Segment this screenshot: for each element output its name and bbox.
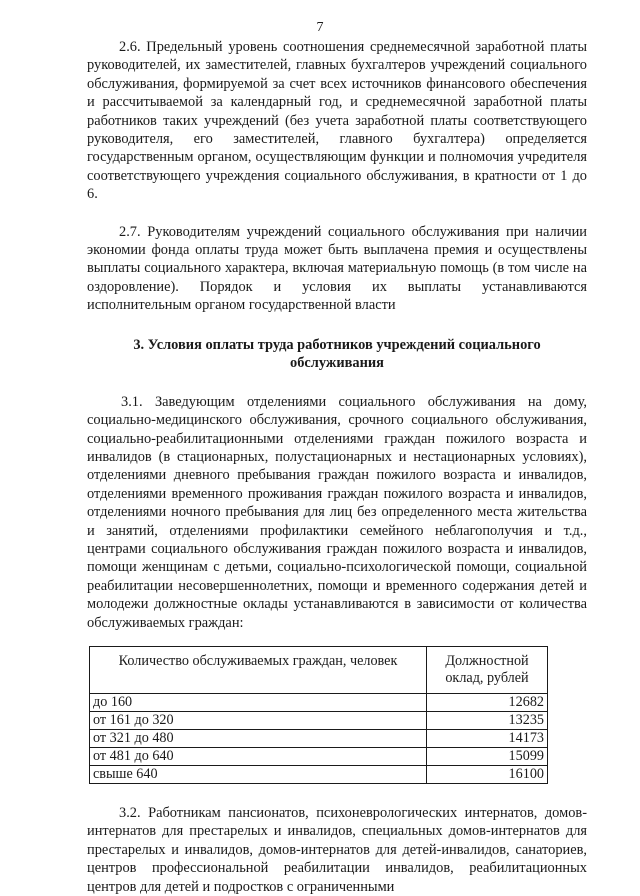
row-salary: 16100 xyxy=(427,765,548,783)
paragraph-3-2: 3.2. Работникам пансионатов, психоневрологических интернатов, домов-интернатов для престарелых и инвалидов, специальных домов-интернатов для престарелых и инвалидов, домов-интернатов для детей-инвалидов, санаториев, центров профессиональной реабилитации инвалидов, реабилитационных центров для детей и подростков с ограниченными xyxy=(87,804,587,895)
row-count: от 481 до 640 xyxy=(90,747,427,765)
row-count: свыше 640 xyxy=(90,765,427,783)
page-number: 7 xyxy=(316,20,324,35)
row-count: от 321 до 480 xyxy=(90,729,427,747)
table-row xyxy=(90,693,548,711)
table-row xyxy=(90,729,548,747)
paragraph-3-1: 3.1. Заведующим отделениями социального обслуживания на дому, социально-медицинского обслуживания, срочного социального обслуживания, социально-реабилитационными отделениями граждан пожилого возраста и инвалидов (в стационарных, полустационарных и нестационарных условиях), отделениями дневного пребывания граждан пожилого возраста и инвалидов, отделениями временного проживания граждан пожилого возраста и инвалидов, отделениями ночного пребывания для лиц без определенного места жительства и занятий, отделениями профилактики семейного неблагополучия и т.д., центрами социального обслуживания граждан пожилого возраста и инвалидов, помощи женщинам с детьми, социально-психологической помощи, социальной реабилитации несовершеннолетних, помощи и временного содержания детей и молодежи должностные оклады устанавливаются в зависимости от количества обслуживаемых граждан: xyxy=(87,393,587,631)
header-salary: Должностной оклад, рублей xyxy=(427,646,548,693)
table-row xyxy=(90,765,548,783)
row-count: от 161 до 320 xyxy=(90,711,427,729)
row-count: до 160 xyxy=(90,693,427,711)
section-3-heading: 3. Условия оплаты труда работников учреждений социального обслуживания xyxy=(133,336,541,371)
row-salary: 13235 xyxy=(427,711,548,729)
table-row xyxy=(90,711,548,729)
header-count: Количество обслуживаемых граждан, человек xyxy=(90,646,427,693)
table-header-row xyxy=(90,646,548,693)
document-body xyxy=(87,38,587,896)
salary-table xyxy=(89,646,548,784)
row-salary: 14173 xyxy=(427,729,548,747)
row-salary: 15099 xyxy=(427,747,548,765)
table-row xyxy=(90,747,548,765)
paragraph-2-7: 2.7. Руководителям учреждений социального обслуживания при наличии экономии фонда оплаты труда может быть выплачена премия и осуществлены выплаты социального характера, включая материальную помощь (в том числе на оздоровление). Порядок и условия их выплаты устанавливаются исполнительным органом государственной власти xyxy=(87,223,587,314)
paragraph-2-6: 2.6. Предельный уровень соотношения среднемесячной заработной платы руководителей, их заместителей, главных бухгалтеров учреждений социального обслуживания, формируемой за счет всех источников финансового обеспечения и рассчитываемой за календарный год, и среднемесячной заработной платы работников таких учреждений (без учета заработной платы соответствующего руководителя, его заместителей, главного бухгалтера) определяется государственным органом, осуществляющим функции и полномочия учредителя соответствующего учреждения социального обслуживания, в кратности от 1 до 6. xyxy=(87,39,587,203)
row-salary: 12682 xyxy=(427,693,548,711)
